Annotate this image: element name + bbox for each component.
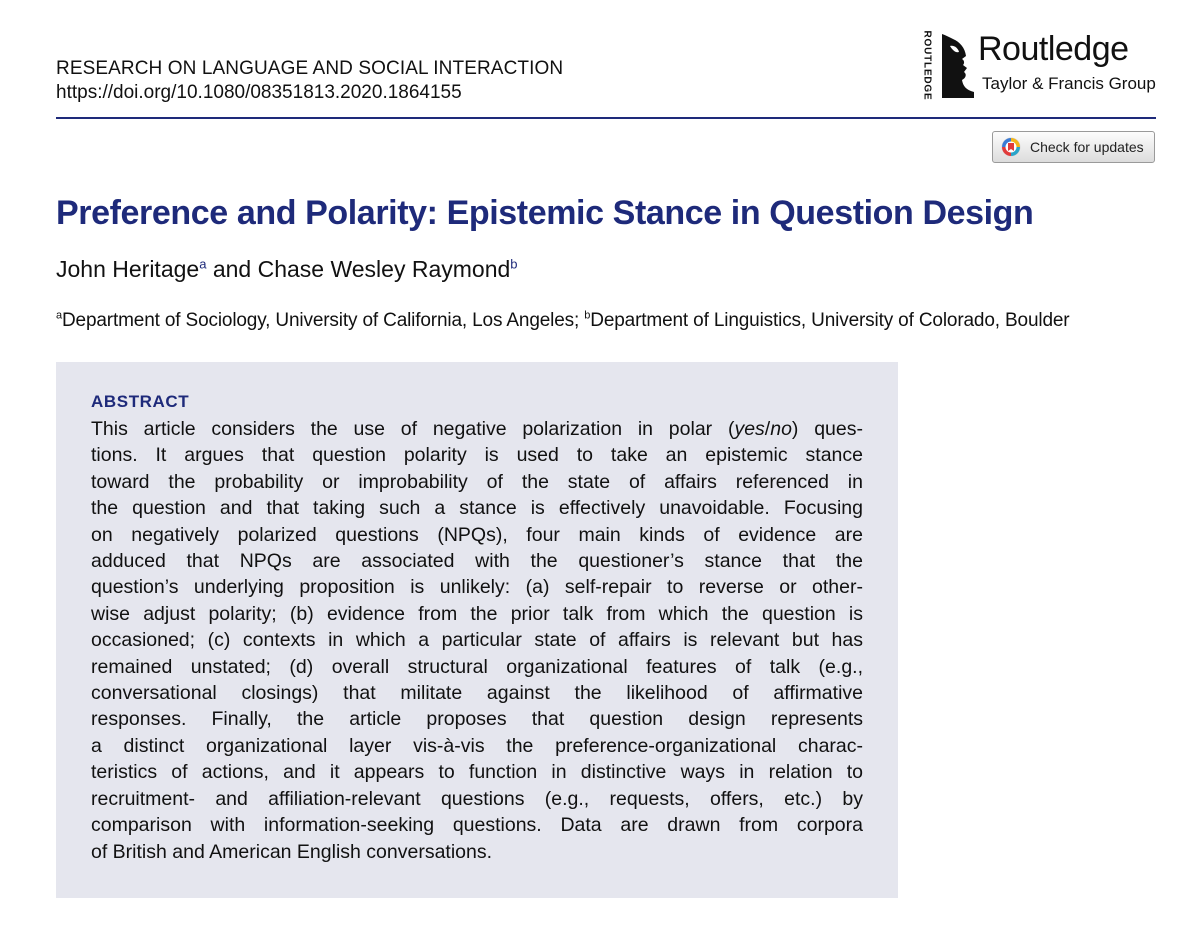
author-name[interactable]: Chase Wesley Raymond <box>257 256 511 282</box>
abstract-italic-term: yes <box>734 418 765 440</box>
abstract-box <box>56 362 898 898</box>
abstract-italic-term: no <box>770 418 792 440</box>
abstract-line <box>91 812 863 838</box>
header-rule <box>56 117 1156 119</box>
abstract-line <box>91 574 863 600</box>
abstract-body <box>91 416 863 865</box>
abstract-text: of British and American English conversations. <box>91 840 493 863</box>
author-name[interactable]: John Heritage <box>56 256 200 282</box>
abstract-text: on negatively polarized questions (NPQs), four main kinds of evidence are <box>91 523 863 546</box>
abstract-text: teristics of actions, and it appears to function in distinctive ways in relation to <box>91 761 863 784</box>
crossmark-icon <box>1001 137 1021 157</box>
profile-head-icon <box>936 32 976 100</box>
abstract-line <box>91 786 863 812</box>
abstract-line <box>91 839 863 865</box>
abstract-text: question’s underlying proposition is unlikely: (a) self-repair to reverse or other- <box>91 576 863 599</box>
abstract-line <box>91 759 863 785</box>
affiliation-text: Department of Sociology, University of California, Los Angeles; <box>61 310 580 331</box>
publisher-vertical-text: ROUTLEDGE <box>921 30 933 101</box>
article-title: Preference and Polarity: Epistemic Stance in Question Design <box>56 194 1034 232</box>
affiliation-mark: b <box>510 256 518 272</box>
abstract-text: adduced that NPQs are associated with the questioner’s stance that the <box>91 550 863 573</box>
abstract-heading: ABSTRACT <box>91 392 190 411</box>
affiliation-mark: a <box>199 256 207 272</box>
publisher-logo <box>918 28 1168 104</box>
doi-link[interactable]: https://doi.org/10.1080/08351813.2020.1864155 <box>56 82 462 103</box>
abstract-line <box>91 601 863 627</box>
affiliation-text: Department of Linguistics, University of Colorado, Boulder <box>590 310 1070 331</box>
abstract-text: remained unstated; (d) overall structural organizational features of talk (e.g., <box>91 655 863 678</box>
abstract-text: comparison with information-seeking questions. Data are drawn from corpora <box>91 814 863 837</box>
abstract-text: This article considers the use of negative polarization in polar ( <box>91 418 735 440</box>
abstract-text: responses. Finally, the article proposes that question design represents <box>91 708 863 731</box>
abstract-text: occasioned; (c) contexts in which a particular state of affairs is relevant but has <box>91 629 863 652</box>
author-list <box>56 256 518 283</box>
abstract-text: ) ques- <box>791 418 863 440</box>
abstract-line <box>91 495 863 521</box>
abstract-line <box>91 469 863 495</box>
abstract-text: the question and that taking such a stance is effectively unavoidable. Focusing <box>91 497 863 520</box>
journal-name: RESEARCH ON LANGUAGE AND SOCIAL INTERACTION <box>56 58 564 79</box>
abstract-text: toward the probability or improbability of the state of affairs referenced in <box>91 470 863 493</box>
abstract-text: recruitment- and affiliation-relevant questions (e.g., requests, offers, etc.) by <box>91 787 863 810</box>
abstract-text: a distinct organizational layer vis-à-vis the preference-organizational charac- <box>91 734 863 757</box>
check-for-updates-label: Check for updates <box>1030 139 1144 155</box>
abstract-text: conversational closings) that militate against the likelihood of affirmative <box>91 682 863 705</box>
abstract-text: tions. It argues that question polarity is used to take an epistemic stance <box>91 444 863 467</box>
abstract-line <box>91 706 863 732</box>
abstract-line <box>91 733 863 759</box>
affiliation-mark: a <box>56 309 62 322</box>
author-joiner: and <box>206 256 258 282</box>
publisher-group: Taylor & Francis Group <box>982 74 1156 93</box>
abstract-line <box>91 442 863 468</box>
affiliations <box>56 310 1069 332</box>
abstract-text: / <box>764 418 771 440</box>
check-for-updates-button[interactable] <box>992 131 1155 163</box>
publisher-brand: Routledge <box>978 30 1129 68</box>
abstract-line <box>91 522 863 548</box>
abstract-text: wise adjust polarity; (b) evidence from the prior talk from which the question is <box>91 602 863 625</box>
abstract-line <box>91 680 863 706</box>
abstract-line <box>91 548 863 574</box>
affiliation-mark: b <box>584 309 591 322</box>
publisher-vertical-mark <box>918 32 936 100</box>
abstract-line <box>91 627 863 653</box>
abstract-line <box>91 654 863 680</box>
abstract-line <box>91 416 863 442</box>
